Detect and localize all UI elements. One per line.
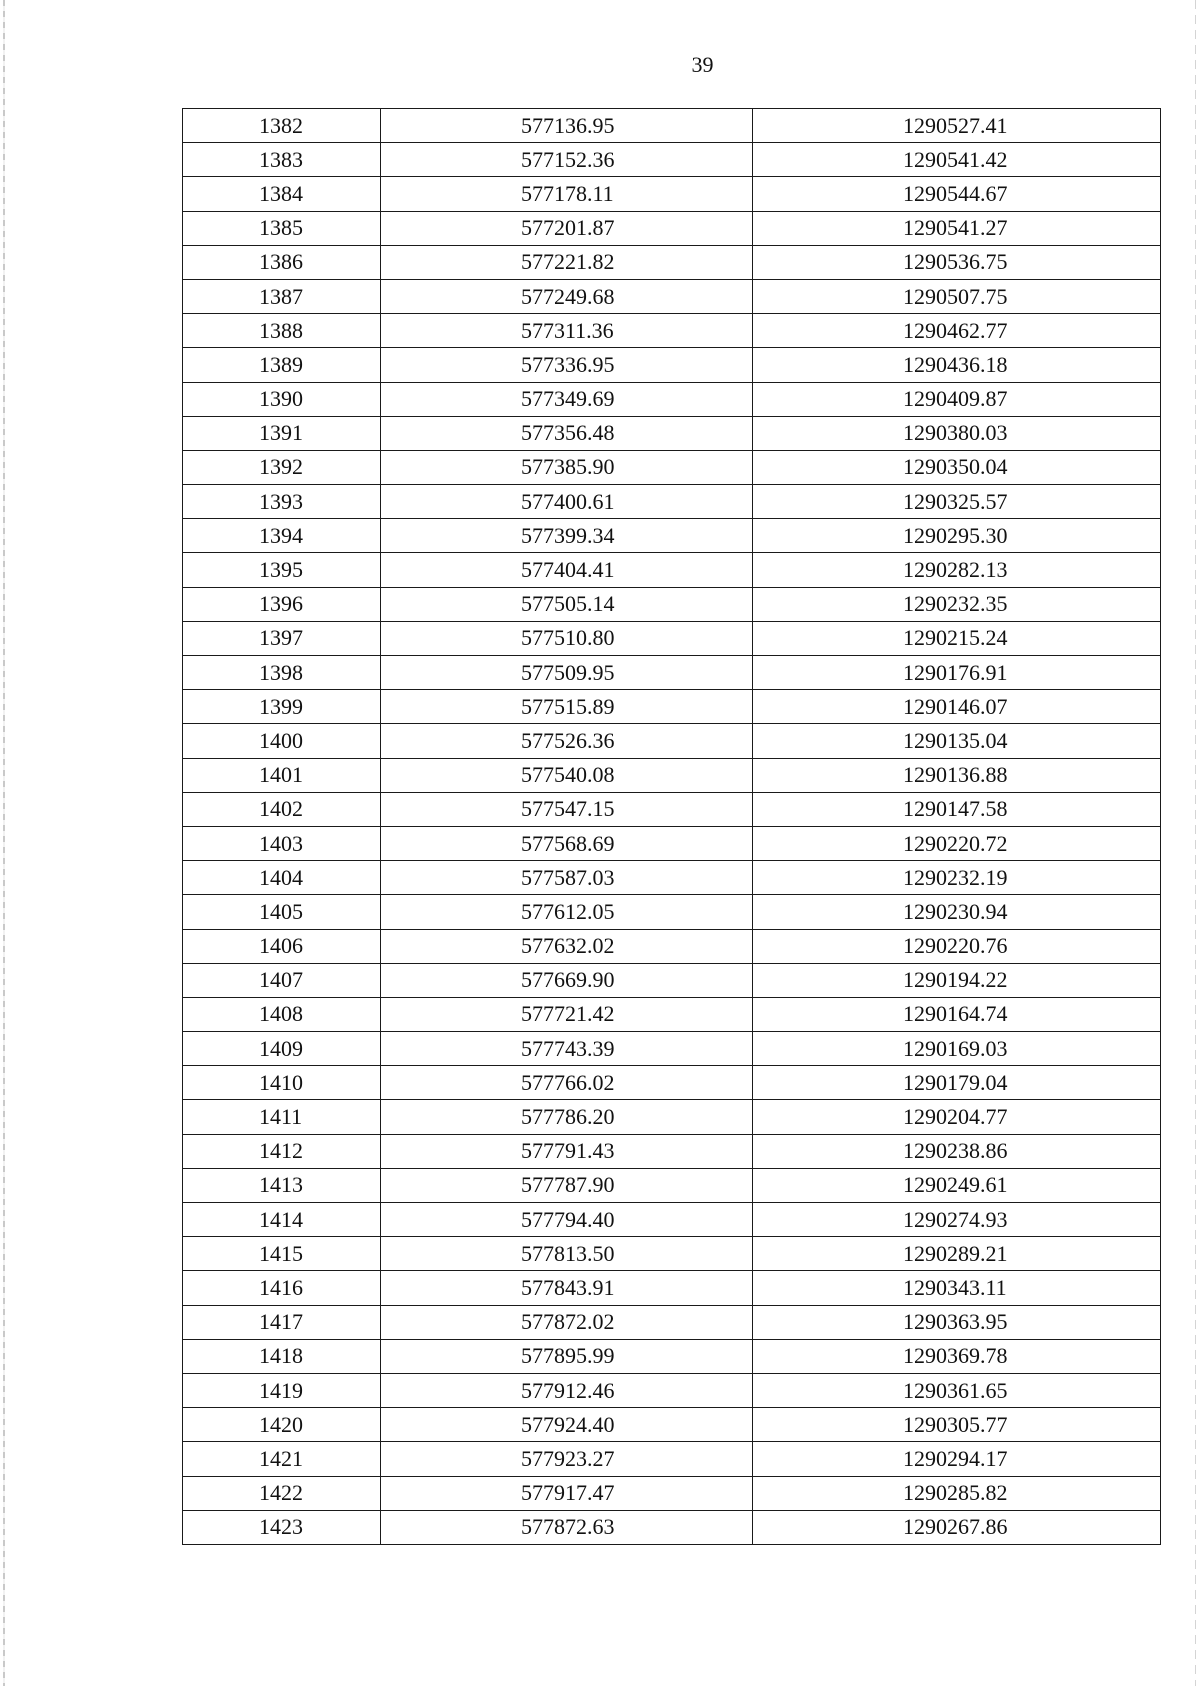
- point-number-cell: 1401: [183, 758, 381, 792]
- y-coordinate-cell: 1290350.04: [753, 450, 1161, 484]
- point-number-cell: 1398: [183, 656, 381, 690]
- y-coordinate-cell: 1290507.75: [753, 279, 1161, 313]
- y-coordinate-cell: 1290274.93: [753, 1203, 1161, 1237]
- point-number-cell: 1407: [183, 963, 381, 997]
- table-row: [183, 963, 1161, 997]
- point-number-cell: 1404: [183, 861, 381, 895]
- table-row: [183, 245, 1161, 279]
- coordinate-table-body: [183, 109, 1161, 1545]
- table-row: [183, 1305, 1161, 1339]
- y-coordinate-cell: 1290289.21: [753, 1237, 1161, 1271]
- y-coordinate-cell: 1290232.19: [753, 861, 1161, 895]
- point-number-cell: 1387: [183, 279, 381, 313]
- table-row: [183, 724, 1161, 758]
- x-coordinate-cell: 577872.63: [381, 1510, 753, 1544]
- x-coordinate-cell: 577385.90: [381, 450, 753, 484]
- x-coordinate-cell: 577786.20: [381, 1100, 753, 1134]
- x-coordinate-cell: 577526.36: [381, 724, 753, 758]
- x-coordinate-cell: 577813.50: [381, 1237, 753, 1271]
- point-number-cell: 1416: [183, 1271, 381, 1305]
- point-number-cell: 1400: [183, 724, 381, 758]
- table-row: [183, 861, 1161, 895]
- y-coordinate-cell: 1290215.24: [753, 621, 1161, 655]
- y-coordinate-cell: 1290343.11: [753, 1271, 1161, 1305]
- table-row: [183, 314, 1161, 348]
- table-row: [183, 519, 1161, 553]
- y-coordinate-cell: 1290136.88: [753, 758, 1161, 792]
- x-coordinate-cell: 577843.91: [381, 1271, 753, 1305]
- y-coordinate-cell: 1290220.72: [753, 826, 1161, 860]
- x-coordinate-cell: 577136.95: [381, 109, 753, 143]
- point-number-cell: 1415: [183, 1237, 381, 1271]
- x-coordinate-cell: 577587.03: [381, 861, 753, 895]
- table-row: [183, 177, 1161, 211]
- y-coordinate-cell: 1290544.67: [753, 177, 1161, 211]
- y-coordinate-cell: 1290325.57: [753, 485, 1161, 519]
- table-row: [183, 1168, 1161, 1202]
- table-row: [183, 143, 1161, 177]
- x-coordinate-cell: 577349.69: [381, 382, 753, 416]
- x-coordinate-cell: 577221.82: [381, 245, 753, 279]
- y-coordinate-cell: 1290282.13: [753, 553, 1161, 587]
- y-coordinate-cell: 1290295.30: [753, 519, 1161, 553]
- y-coordinate-cell: 1290194.22: [753, 963, 1161, 997]
- x-coordinate-cell: 577399.34: [381, 519, 753, 553]
- x-coordinate-cell: 577794.40: [381, 1203, 753, 1237]
- point-number-cell: 1420: [183, 1408, 381, 1442]
- x-coordinate-cell: 577336.95: [381, 348, 753, 382]
- point-number-cell: 1422: [183, 1476, 381, 1510]
- x-coordinate-cell: 577178.11: [381, 177, 753, 211]
- point-number-cell: 1388: [183, 314, 381, 348]
- point-number-cell: 1417: [183, 1305, 381, 1339]
- point-number-cell: 1419: [183, 1373, 381, 1407]
- x-coordinate-cell: 577568.69: [381, 826, 753, 860]
- table-row: [183, 348, 1161, 382]
- y-coordinate-cell: 1290179.04: [753, 1066, 1161, 1100]
- point-number-cell: 1413: [183, 1168, 381, 1202]
- point-number-cell: 1393: [183, 485, 381, 519]
- table-row: [183, 1100, 1161, 1134]
- table-row: [183, 485, 1161, 519]
- table-row: [183, 1510, 1161, 1544]
- y-coordinate-cell: 1290164.74: [753, 997, 1161, 1031]
- table-row: [183, 1408, 1161, 1442]
- x-coordinate-cell: 577505.14: [381, 587, 753, 621]
- x-coordinate-cell: 577791.43: [381, 1134, 753, 1168]
- point-number-cell: 1418: [183, 1339, 381, 1373]
- x-coordinate-cell: 577895.99: [381, 1339, 753, 1373]
- x-coordinate-cell: 577787.90: [381, 1168, 753, 1202]
- y-coordinate-cell: 1290363.95: [753, 1305, 1161, 1339]
- point-number-cell: 1405: [183, 895, 381, 929]
- y-coordinate-cell: 1290267.86: [753, 1510, 1161, 1544]
- table-row: [183, 553, 1161, 587]
- y-coordinate-cell: 1290369.78: [753, 1339, 1161, 1373]
- point-number-cell: 1385: [183, 211, 381, 245]
- x-coordinate-cell: 577872.02: [381, 1305, 753, 1339]
- y-coordinate-cell: 1290294.17: [753, 1442, 1161, 1476]
- x-coordinate-cell: 577924.40: [381, 1408, 753, 1442]
- scan-edge-right: [1195, 0, 1196, 1686]
- point-number-cell: 1392: [183, 450, 381, 484]
- x-coordinate-cell: 577356.48: [381, 416, 753, 450]
- x-coordinate-cell: 577509.95: [381, 656, 753, 690]
- x-coordinate-cell: 577743.39: [381, 1032, 753, 1066]
- x-coordinate-cell: 577152.36: [381, 143, 753, 177]
- table-row: [183, 1373, 1161, 1407]
- table-row: [183, 450, 1161, 484]
- y-coordinate-cell: 1290436.18: [753, 348, 1161, 382]
- x-coordinate-cell: 577515.89: [381, 690, 753, 724]
- point-number-cell: 1414: [183, 1203, 381, 1237]
- x-coordinate-cell: 577510.80: [381, 621, 753, 655]
- point-number-cell: 1386: [183, 245, 381, 279]
- table-row: [183, 929, 1161, 963]
- point-number-cell: 1382: [183, 109, 381, 143]
- point-number-cell: 1397: [183, 621, 381, 655]
- table-row: [183, 1442, 1161, 1476]
- y-coordinate-cell: 1290146.07: [753, 690, 1161, 724]
- y-coordinate-cell: 1290409.87: [753, 382, 1161, 416]
- point-number-cell: 1411: [183, 1100, 381, 1134]
- x-coordinate-cell: 577632.02: [381, 929, 753, 963]
- table-row: [183, 895, 1161, 929]
- table-row: [183, 997, 1161, 1031]
- table-row: [183, 656, 1161, 690]
- table-row: [183, 690, 1161, 724]
- y-coordinate-cell: 1290285.82: [753, 1476, 1161, 1510]
- coordinate-table: [182, 108, 1161, 1545]
- x-coordinate-cell: 577249.68: [381, 279, 753, 313]
- y-coordinate-cell: 1290541.42: [753, 143, 1161, 177]
- point-number-cell: 1391: [183, 416, 381, 450]
- table-row: [183, 792, 1161, 826]
- point-number-cell: 1423: [183, 1510, 381, 1544]
- y-coordinate-cell: 1290305.77: [753, 1408, 1161, 1442]
- point-number-cell: 1395: [183, 553, 381, 587]
- x-coordinate-cell: 577923.27: [381, 1442, 753, 1476]
- x-coordinate-cell: 577404.41: [381, 553, 753, 587]
- y-coordinate-cell: 1290361.65: [753, 1373, 1161, 1407]
- scan-edge-left: [3, 0, 5, 1686]
- y-coordinate-cell: 1290169.03: [753, 1032, 1161, 1066]
- table-row: [183, 1066, 1161, 1100]
- table-row: [183, 109, 1161, 143]
- table-row: [183, 826, 1161, 860]
- x-coordinate-cell: 577721.42: [381, 997, 753, 1031]
- y-coordinate-cell: 1290249.61: [753, 1168, 1161, 1202]
- point-number-cell: 1408: [183, 997, 381, 1031]
- x-coordinate-cell: 577547.15: [381, 792, 753, 826]
- x-coordinate-cell: 577912.46: [381, 1373, 753, 1407]
- point-number-cell: 1406: [183, 929, 381, 963]
- x-coordinate-cell: 577311.36: [381, 314, 753, 348]
- table-row: [183, 1134, 1161, 1168]
- point-number-cell: 1399: [183, 690, 381, 724]
- y-coordinate-cell: 1290380.03: [753, 416, 1161, 450]
- table-row: [183, 758, 1161, 792]
- x-coordinate-cell: 577400.61: [381, 485, 753, 519]
- point-number-cell: 1410: [183, 1066, 381, 1100]
- y-coordinate-cell: 1290536.75: [753, 245, 1161, 279]
- point-number-cell: 1412: [183, 1134, 381, 1168]
- y-coordinate-cell: 1290230.94: [753, 895, 1161, 929]
- point-number-cell: 1389: [183, 348, 381, 382]
- table-row: [183, 1271, 1161, 1305]
- point-number-cell: 1409: [183, 1032, 381, 1066]
- table-row: [183, 382, 1161, 416]
- point-number-cell: 1421: [183, 1442, 381, 1476]
- table-row: [183, 1237, 1161, 1271]
- table-row: [183, 279, 1161, 313]
- y-coordinate-cell: 1290204.77: [753, 1100, 1161, 1134]
- y-coordinate-cell: 1290147.58: [753, 792, 1161, 826]
- y-coordinate-cell: 1290541.27: [753, 211, 1161, 245]
- table-row: [183, 587, 1161, 621]
- x-coordinate-cell: 577201.87: [381, 211, 753, 245]
- x-coordinate-cell: 577669.90: [381, 963, 753, 997]
- x-coordinate-cell: 577766.02: [381, 1066, 753, 1100]
- table-row: [183, 416, 1161, 450]
- point-number-cell: 1396: [183, 587, 381, 621]
- point-number-cell: 1390: [183, 382, 381, 416]
- table-row: [183, 1203, 1161, 1237]
- point-number-cell: 1402: [183, 792, 381, 826]
- x-coordinate-cell: 577612.05: [381, 895, 753, 929]
- table-row: [183, 1476, 1161, 1510]
- y-coordinate-cell: 1290232.35: [753, 587, 1161, 621]
- page-number: 39: [691, 52, 714, 77]
- y-coordinate-cell: 1290238.86: [753, 1134, 1161, 1168]
- table-row: [183, 1032, 1161, 1066]
- y-coordinate-cell: 1290462.77: [753, 314, 1161, 348]
- point-number-cell: 1403: [183, 826, 381, 860]
- y-coordinate-cell: 1290135.04: [753, 724, 1161, 758]
- point-number-cell: 1394: [183, 519, 381, 553]
- x-coordinate-cell: 577540.08: [381, 758, 753, 792]
- table-row: [183, 211, 1161, 245]
- x-coordinate-cell: 577917.47: [381, 1476, 753, 1510]
- y-coordinate-cell: 1290220.76: [753, 929, 1161, 963]
- table-row: [183, 1339, 1161, 1373]
- table-row: [183, 621, 1161, 655]
- point-number-cell: 1383: [183, 143, 381, 177]
- y-coordinate-cell: 1290176.91: [753, 656, 1161, 690]
- y-coordinate-cell: 1290527.41: [753, 109, 1161, 143]
- point-number-cell: 1384: [183, 177, 381, 211]
